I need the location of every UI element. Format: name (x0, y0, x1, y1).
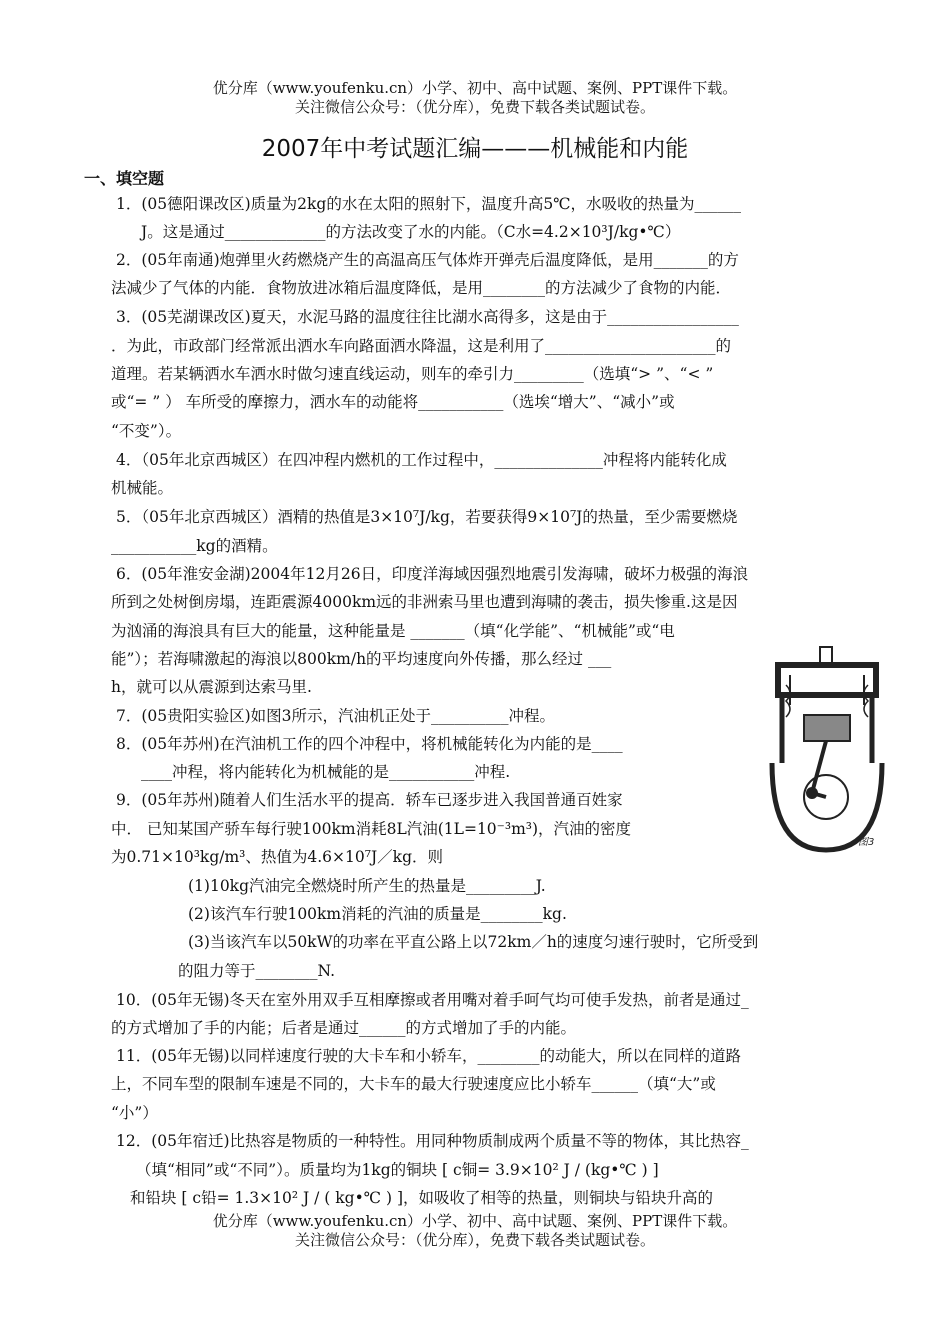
text-line: 3．(05芜湖课改区)夏天，水泥马路的温度往往比湖水高得多，这是由于_________________ (116, 308, 739, 326)
piston-icon (804, 715, 850, 741)
spark-plug-icon (820, 647, 832, 663)
text-line: 上，不同车型的限制车速是不同的，大卡车的最大行驶速度应比小轿车______（填“大”或 (111, 1075, 716, 1093)
text-line: 能”）；若海啸激起的海浪以800km/h的平均速度向外传播，那么经过 ___ (111, 650, 612, 668)
text-line: 中． 已知某国产骄车每行驶100km消耗8L汽油(1L=10⁻³m³)，汽油的密度 (111, 820, 632, 838)
text-line: 的方式增加了手的内能；后者是通过______的方式增加了手的内能。 (111, 1019, 577, 1037)
text-line: 11．(05年无锡)以同样速度行驶的大卡车和小轿车，________的动能大，所以在同样的道路 (116, 1047, 742, 1065)
text-line: 道理。若某辆洒水车洒水时做匀速直线运动，则车的牵引力_________（选填“> ”、“< ” (111, 365, 714, 383)
text-line: 的阻力等于________N. (178, 962, 335, 980)
engine-cylinder-figure (768, 645, 886, 853)
text-line: 为汹涌的海浪具有巨大的能量，这种能量是 _______（填“化学能”、“机械能”或“电 (111, 622, 675, 640)
page-title: 2007年中考试题汇编———机械能和内能 (261, 136, 689, 162)
header-line-2: 关注微信公众号：（优分库），免费下载各类试题试卷。 (294, 98, 655, 116)
text-line: 或“= ” ） 车所受的摩擦力，洒水车的动能将___________（选埃“增大”、“减小”或 (111, 393, 675, 411)
figure-label: 图3 (858, 837, 875, 848)
text-line: 2．(05年南通)炮弹里火药燃烧产生的高温高压气体炸开弹壳后温度降低，是用_______的方 (116, 251, 739, 269)
text-line: J。这是通过_____________的方法改变了水的内能。（C水=4.2×10³J/kg•℃） (141, 223, 681, 241)
text-line: 12．(05年宿迁)比热容是物质的一种特性。用同种物质制成两个质量不等的物体，其比热容_ (116, 1132, 749, 1150)
text-line: 所到之处树倒房塌，连距震源4000km远的非洲索马里也遭到海啸的袭击，损失惨重.这是因 (111, 593, 738, 611)
text-line: 9．(05年苏州)随着人们生活水平的提高．轿车已逐步进入我国普通百姓家 (116, 791, 623, 809)
text-line: 和铅块 [ c铅= 1.3×10² J / ( kg•℃ ) ]，如吸收了相等的热量，则铜块与铅块升高的 (130, 1189, 714, 1207)
section-heading: 一、填空题 (84, 169, 165, 188)
text-line: ___________kg的酒精。 (111, 537, 278, 555)
text-line: 6．(05年淮安金湖)2004年12月26日，印度洋海域因强烈地震引发海啸，破坏力极强的海浪 (116, 565, 749, 583)
text-line: (2)该汽车行驶100km消耗的汽油的质量是________kg. (188, 905, 567, 923)
text-line: “不变”）。 (111, 422, 182, 440)
text-line: 7．(05贵阳实验区)如图3所示，汽油机正处于__________冲程。 (116, 707, 556, 725)
text-line: h，就可以从震源到达索马里. (111, 678, 312, 696)
text-line: 4．（05年北京西城区）在四冲程内燃机的工作过程中，______________冲程将内能转化成 (116, 451, 727, 469)
text-line: 10．(05年无锡)冬天在室外用双手互相摩擦或者用嘴对着手呵气均可使手发热，前者是通过_ (116, 991, 749, 1009)
text-line: 1．(05德阳课改区)质量为2kg的水在太阳的照射下，温度升高5℃，水吸收的热量为______ (116, 195, 742, 213)
text-line: 5．（05年北京西城区）酒精的热值是3×10⁷J/kg，若要获得9×10⁷J的热量，至少需要燃烧 (116, 508, 738, 526)
text-line: ．为此，市政部门经常派出洒水车向路面洒水降温，这是利用了______________________的 (111, 337, 732, 355)
text-line: 法减少了气体的内能．食物放进冰箱后温度降低，是用________的方法减少了食物的内能． (111, 279, 732, 297)
text-line: (3)当该汽车以50kW的功率在平直公路上以72km／h的速度匀速行驶时，它所受到 (188, 933, 759, 951)
text-line: （填“相同”或“不同”）。质量均为1kg的铜块 [ c铜= 3.9×10² J / (kg•℃ ) ] (136, 1161, 659, 1179)
text-line: 机械能。 (111, 479, 174, 497)
text-line: 为0.71×10³kg/m³、热值为4.6×10⁷J／kg．则 (111, 848, 443, 866)
header-line-1: 优分库（www.youfenku.cn）小学、初中、高中试题、案例、PPT课件下载。 (212, 79, 738, 97)
text-line: “小”） (111, 1104, 158, 1122)
footer-line-1: 优分库（www.youfenku.cn）小学、初中、高中试题、案例、PPT课件下载。 (212, 1212, 738, 1230)
footer-line-2: 关注微信公众号：（优分库），免费下载各类试题试卷。 (294, 1231, 655, 1249)
text-line: 8．(05年苏州)在汽油机工作的四个冲程中，将机械能转化为内能的是____ (116, 735, 623, 753)
text-line: ____冲程，将内能转化为机械能的是___________冲程. (141, 763, 511, 781)
text-line: (1)10kg汽油完全燃烧时所产生的热量是_________J. (188, 877, 546, 895)
